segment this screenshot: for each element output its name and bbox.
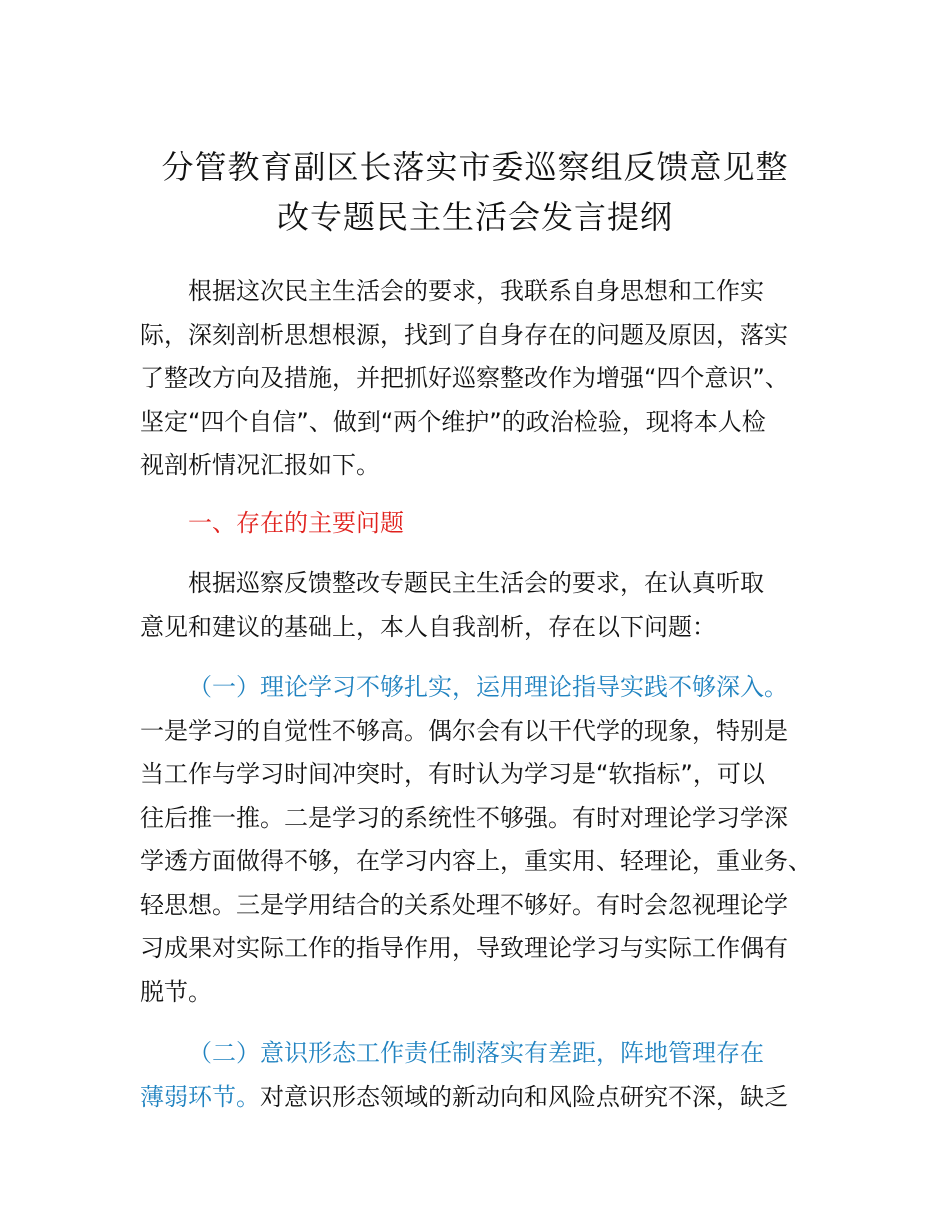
title-line-2: 改专题民主生活会发言提纲	[276, 198, 673, 236]
item1-line: 一是学习的自觉性不够高。偶尔会有以干代学的现象，特别是	[140, 716, 788, 745]
item2-paragraph	[140, 1032, 820, 1119]
item1-heading: （一）理论学习不够扎实，运用理论指导实践不够深入。	[188, 673, 788, 701]
section1-intro-line: 根据巡察反馈整改专题民主生活会的要求，在认真听取	[188, 569, 764, 597]
title-line-1: 分管教育副区长落实市委巡察组反馈意见整	[161, 148, 789, 186]
item1-line: 往后推一推。二是学习的系统性不够强。有时对理论学习学深	[140, 803, 788, 832]
section1-intro-paragraph	[140, 562, 820, 649]
item1-line: 学透方面做得不够，在学习内容上，重实用、轻理论，重业务、	[140, 847, 812, 875]
item2-line-2	[140, 1076, 820, 1120]
section1-intro-line: 意见和建议的基础上，本人自我剖析，存在以下问题：	[140, 612, 716, 641]
section-heading	[140, 502, 820, 546]
document-title	[130, 142, 820, 242]
item1-line: 当工作与学习时间冲突时，有时认为学习是“软指标”，可以	[140, 760, 765, 788]
intro-line: 视剖析情况汇报如下。	[140, 451, 380, 479]
item1-line: 轻思想。三是学用结合的关系处理不够好。有时会忽视理论学	[140, 890, 788, 919]
intro-line: 坚定“四个自信”、做到“两个维护”的政治检验，现将本人检	[140, 407, 766, 436]
item2-heading-line1: （二）意识形态工作责任制落实有差距，阵地管理存在	[188, 1039, 764, 1067]
section1-heading: 一、存在的主要问题	[188, 509, 404, 537]
intro-paragraph	[140, 270, 820, 488]
item1-paragraph	[140, 666, 820, 1014]
item2-heading-line2: 薄弱环节。	[140, 1082, 260, 1111]
item2-text: 对意识形态领域的新动向和风险点研究不深，缺乏	[260, 1082, 788, 1111]
item1-line: 脱节。	[140, 977, 212, 1006]
intro-line: 了整改方向及措施，并把抓好巡察整改作为增强“四个意识”、	[140, 364, 789, 392]
intro-line: 际，深刻剖析思想根源，找到了自身存在的问题及原因，落实	[140, 320, 788, 349]
item1-line: 习成果对实际工作的指导作用，导致理论学习与实际工作偶有	[140, 934, 788, 962]
intro-line: 根据这次民主生活会的要求，我联系自身思想和工作实	[188, 277, 764, 305]
